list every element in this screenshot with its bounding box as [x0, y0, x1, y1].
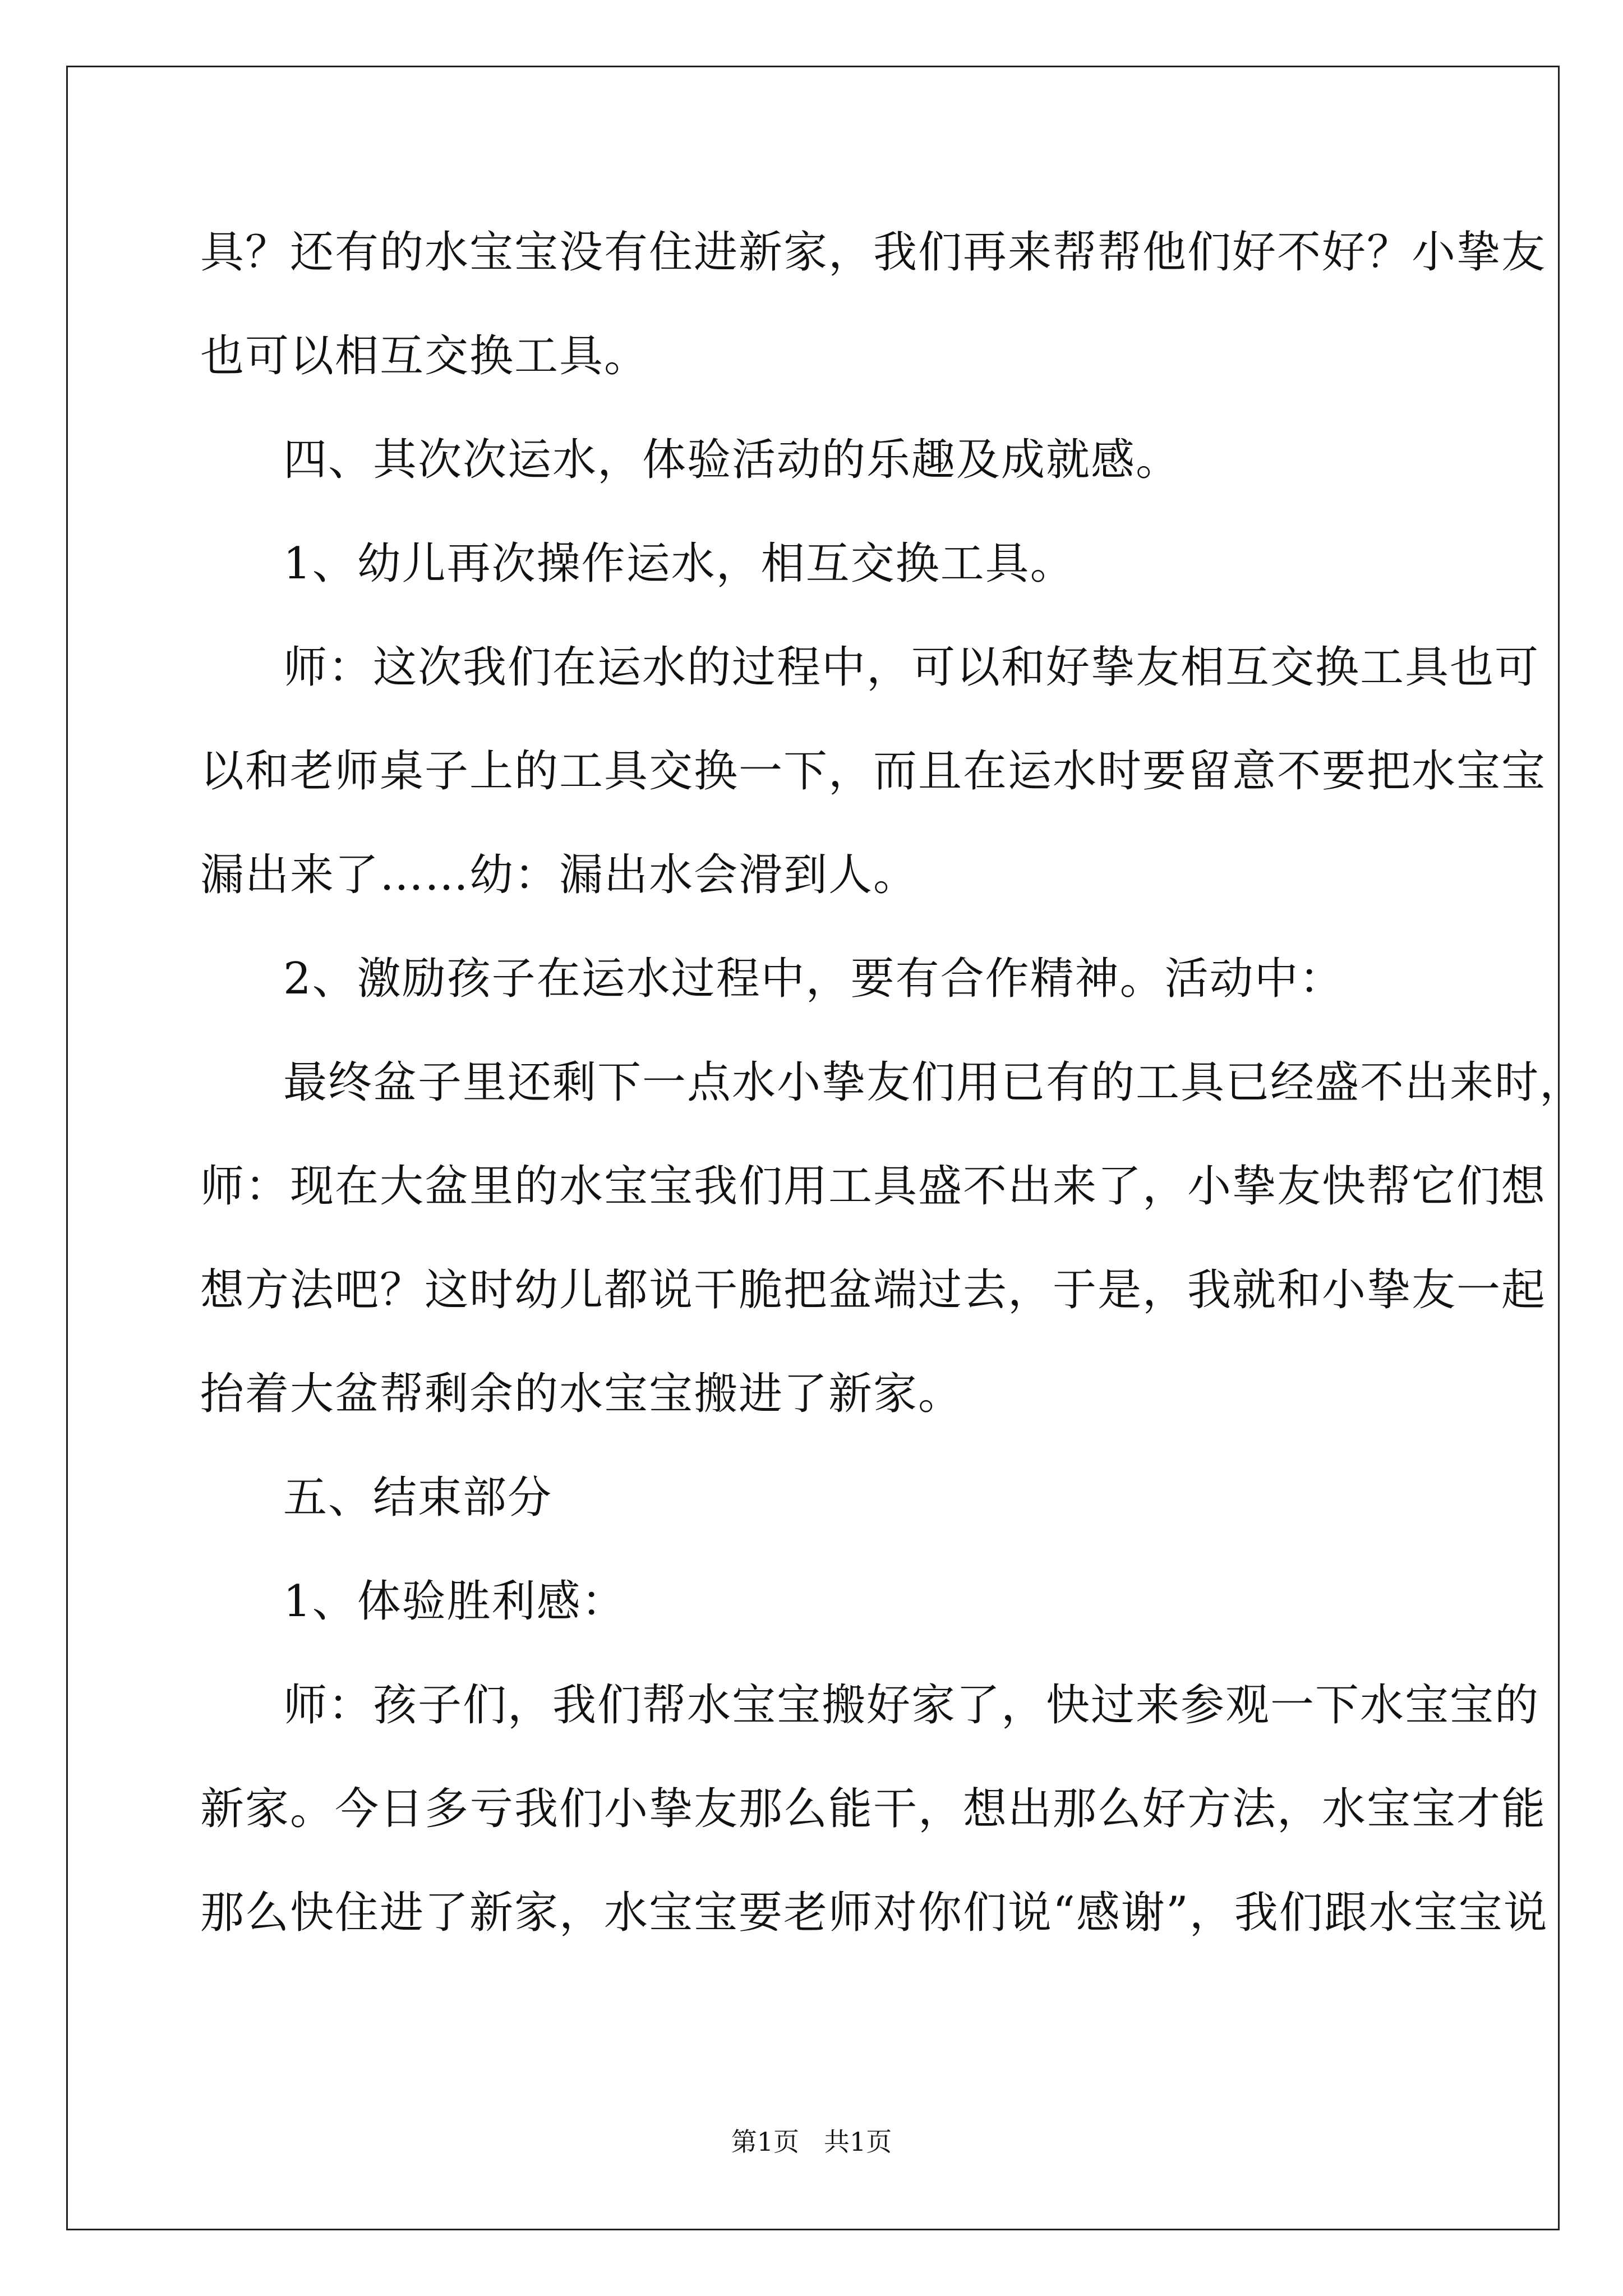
text-line: 漏出来了……幼：漏出水会滑到人。 [200, 850, 919, 900]
text-line: 也可以相互交换工具。 [200, 331, 649, 381]
text-line: 最终盆子里还剩下一点水小挚友们用已有的工具已经盛不出来时， [283, 1057, 1585, 1108]
text-line: 新家。今日多亏我们小挚友那么能干，想出那么好方法，水宝宝才能 [200, 1784, 1547, 1834]
numbered-item: 1、体验胜利感： [283, 1576, 626, 1627]
text-line: 师：现在大盆里的水宝宝我们用工具盛不出来了，小挚友快帮它们想 [200, 1161, 1547, 1212]
numbered-item: 2、激励孩子在运水过程中，要有合作精神。活动中： [283, 954, 1344, 1004]
numbered-item: 1、幼儿再次操作运水，相互交换工具。 [283, 539, 1075, 589]
text-line: 想方法吧？这时幼儿都说干脆把盆端过去，于是，我就和小挚友一起 [200, 1265, 1547, 1315]
section-heading: 五、结束部分 [283, 1473, 553, 1523]
section-heading: 四、其次次运水，体验活动的乐趣及成就感。 [283, 435, 1181, 485]
text-line: 那么快住进了新家，水宝宝要老师对你们说“感谢”，我们跟水宝宝说 [200, 1888, 1548, 1938]
text-line: 抬着大盆帮剩余的水宝宝搬进了新家。 [200, 1369, 963, 1419]
text-line: 师：孩子们，我们帮水宝宝搬好家了，快过来参观一下水宝宝的 [283, 1680, 1540, 1731]
page-number-total: 共1页 [824, 2127, 892, 2157]
text-line: 以和老师桌子上的工具交换一下，而且在运水时要留意不要把水宝宝 [200, 746, 1547, 797]
page-number-current: 第1页 [731, 2127, 799, 2157]
document-body [200, 219, 1585, 1983]
text-line: 师：这次我们在运水的过程中，可以和好挚友相互交换工具也可 [283, 642, 1540, 693]
text-line: 具？还有的水宝宝没有住进新家，我们再来帮帮他们好不好？小挚友 [200, 227, 1547, 278]
page-footer [0, 2125, 1623, 2159]
